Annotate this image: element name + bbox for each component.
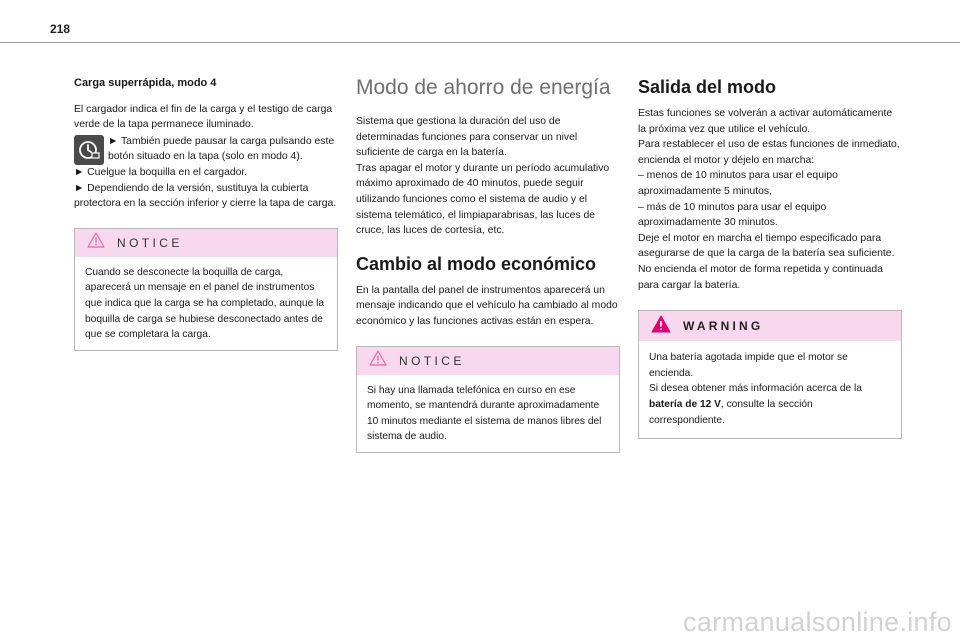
heading-energy-saving: Modo de ahorro de energía xyxy=(356,76,611,99)
warning-header xyxy=(639,311,901,341)
heading-economy-mode: Cambio al modo económico xyxy=(356,253,597,274)
heading-exit-mode: Salida del modo xyxy=(638,77,777,97)
energy-saving-para2: Tras apagar el motor y durante un período acumulativo máximo aproximado de 40 minutos, puede seguir utilizando funciones como el sistema de audio y el sistema telemático, el limpiaparabrisas, las luces de cruce, las luces de cortesía, etc. xyxy=(356,162,610,237)
intro-text: El cargador indica el fin de la carga y el testigo de carga verde de la tapa permanece iluminado. xyxy=(74,103,333,131)
energy-saving-para1: Sistema que gestiona la duración del uso de determinadas funciones para conservar un nivel suficiente de carga en la batería. xyxy=(356,116,578,159)
column-energy-saving xyxy=(356,76,620,453)
notice-header xyxy=(357,347,619,375)
pause-text: ► También puede pausar la carga pulsando este botón situado en la tapa (solo en modo 4). xyxy=(108,135,335,163)
exit-mode-bullet2: – más de 10 minutos para usar el equipo aproximadamente 30 minutos. xyxy=(638,201,827,229)
notice-box xyxy=(356,346,620,453)
warning-triangle-filled-icon xyxy=(651,315,671,338)
notice-text: Si hay una llamada telefónica en curso en ese momento, se mantendrá durante aproximadamente 10 minutos mediante el sistema de manos libres del sistema de audio. xyxy=(367,384,602,443)
exit-mode-para3: Deje el motor en marcha el tiempo especificado para asegurarse de que la carga de la batería sea suficiente. xyxy=(638,232,895,260)
warning-title: WARNING xyxy=(683,319,764,334)
pause-instruction xyxy=(74,134,338,165)
notice-body xyxy=(357,375,619,452)
warning-text1: Una batería agotada impide que el motor se encienda. xyxy=(649,352,848,379)
clock-charge-icon xyxy=(74,135,104,165)
column-charging xyxy=(74,76,338,351)
notice-box xyxy=(74,228,338,351)
exit-mode-para4: No encienda el motor de forma repetida y continuada para cargar la batería. xyxy=(638,263,883,291)
warning-text2-pre: Si desea obtener más información acerca de la xyxy=(649,383,862,395)
notice-header xyxy=(75,229,337,257)
section-subtitle: Carga superrápida, modo 4 xyxy=(74,77,217,89)
warning-text2 xyxy=(649,381,891,428)
exit-mode-bullet1: – menos de 10 minutos para usar el equipo aproximadamente 5 minutos, xyxy=(638,170,838,197)
column-exit-mode xyxy=(638,76,902,439)
page-number: 218 xyxy=(50,22,71,36)
warning-box xyxy=(638,310,902,439)
exit-mode-para1: Estas funciones se volverán a activar automáticamente la próxima vez que utilice el vehículo. xyxy=(638,108,893,135)
warning-body xyxy=(639,341,901,438)
notice-body xyxy=(75,257,337,350)
header-rule xyxy=(0,42,960,43)
exit-mode-para2: Para restablecer el uso de estas funciones de inmediato, encienda el motor y déjelo en marcha: xyxy=(638,139,900,166)
economy-mode-para: En la pantalla del panel de instrumentos aparecerá un mensaje indicando que el vehículo ha cambiado al modo económico y las funciones activas están en espera. xyxy=(356,284,618,327)
warning-text2-bold: batería de 12 V xyxy=(649,398,721,410)
notice-text: Cuando se desconecte la boquilla de carga, aparecerá un mensaje en el panel de instrumentos que indica que la carga se ha completado, aunque la boquilla de carga se hubiese desconectado antes de que se completara la carga. xyxy=(85,266,325,341)
step-replace-cover: ► Dependiendo de la versión, sustituya la cubierta protectora en la sección inferior y cierre la tapa de carga. xyxy=(74,182,337,210)
warning-triangle-outline-icon xyxy=(369,350,387,371)
step-hang-nozzle: ► Cuelgue la boquilla en el cargador. xyxy=(74,166,248,178)
footer-watermark: carmanualsonline.info xyxy=(683,607,952,637)
warning-triangle-outline-icon xyxy=(87,232,105,253)
notice-title: NOTICE xyxy=(399,353,465,368)
notice-title: NOTICE xyxy=(117,235,183,250)
warning-text2-post: , consulte la sección correspondiente. xyxy=(649,398,813,426)
